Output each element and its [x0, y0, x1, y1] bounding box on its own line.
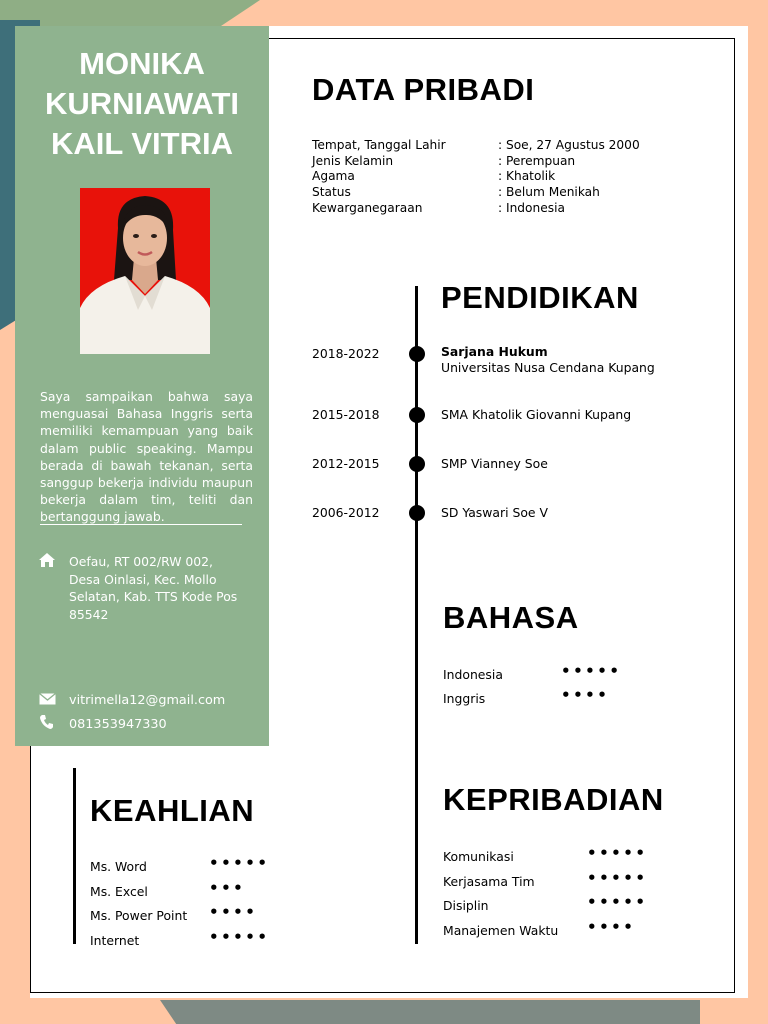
timeline-dot [409, 346, 425, 362]
skill-rating: ••••• [209, 854, 270, 872]
sidebar [15, 26, 269, 746]
skill-label: Internet [90, 933, 140, 948]
personal-value: : Soe, 27 Agustus 2000 [498, 138, 640, 152]
education-school: SD Yaswari Soe V [441, 505, 548, 520]
personality-label: Komunikasi [443, 849, 514, 864]
personal-row [312, 169, 555, 185]
personal-label: Kewarganegaraan [312, 201, 423, 215]
personality-label: Manajemen Waktu [443, 923, 559, 938]
education-years: 2012-2015 [312, 456, 380, 471]
phone-number: 081353947330 [69, 717, 167, 732]
email-address: vitrimella12@gmail.com [69, 693, 226, 708]
education-school: SMP Vianney Soe [441, 456, 548, 471]
personality-label: Disiplin [443, 898, 489, 913]
personal-label: Jenis Kelamin [312, 154, 394, 168]
profile-photo [80, 188, 210, 354]
home-icon [38, 552, 56, 568]
personal-row [312, 154, 575, 170]
education-school: Universitas Nusa Cendana Kupang [441, 360, 655, 375]
personality-rating: ••••• [587, 893, 648, 911]
personal-value: : Perempuan [498, 154, 576, 168]
skill-rating: •••• [209, 903, 258, 921]
personality-rating: •••• [587, 918, 636, 936]
education-entry [441, 344, 655, 376]
timeline-dot [409, 505, 425, 521]
skill-label: Ms. Word [90, 859, 147, 874]
address: Oefau, RT 002/RW 002, Desa Oinlasi, Kec. Mollo Selatan, Kab. TTS Kode Pos 85542 [69, 554, 238, 622]
phone-icon [39, 714, 55, 730]
name-line-3: KAIL VITRIA [51, 126, 233, 161]
language-rating: ••••• [561, 662, 622, 680]
timeline-line [415, 286, 418, 944]
kepribadian-heading: KEPRIBADIAN [443, 782, 664, 817]
name-line-1: MONIKA [79, 46, 205, 81]
education-years: 2006-2012 [312, 505, 380, 520]
personal-value: : Khatolik [498, 169, 556, 183]
personal-row [312, 185, 600, 201]
timeline-dot [409, 456, 425, 472]
personality-rating: ••••• [587, 844, 648, 862]
language-label: Indonesia [443, 667, 503, 682]
personal-value: : Belum Menikah [498, 185, 600, 199]
timeline-dot [409, 407, 425, 423]
skill-rating: ••••• [209, 928, 270, 946]
education-years: 2018-2022 [312, 346, 380, 361]
education-years: 2015-2018 [312, 407, 380, 422]
data-pribadi-heading: DATA PRIBADI [312, 72, 535, 107]
education-school: SMA Khatolik Giovanni Kupang [441, 407, 632, 422]
keahlian-heading: KEAHLIAN [90, 793, 255, 828]
summary-divider [40, 524, 242, 525]
personal-value: : Indonesia [498, 201, 565, 215]
skill-label: Ms. Excel [90, 884, 148, 899]
personality-label: Kerjasama Tim [443, 874, 535, 889]
personality-rating: ••••• [587, 869, 648, 887]
personal-row [312, 201, 565, 217]
pendidikan-heading: PENDIDIKAN [441, 280, 639, 315]
profile-summary: Saya sampaikan bahwa saya menguasai Bahasa Inggris serta memiliki kemampuan yang baik dalam public speaking. Mampu berada di bawah tekanan, serta sanggup bekerja individu maupun bekerja dalam tim, teliti dan bertanggung jawab. [40, 389, 253, 525]
decor-gray-band [160, 1000, 700, 1024]
skill-rating: ••• [209, 879, 246, 897]
personal-row [312, 138, 640, 154]
language-label: Inggris [443, 691, 486, 706]
keahlian-accent-line [73, 768, 76, 944]
personal-label: Tempat, Tanggal Lahir [312, 138, 446, 152]
personal-label: Status [312, 185, 351, 199]
language-rating: •••• [561, 686, 610, 704]
personal-label: Agama [312, 169, 355, 183]
mail-icon [39, 693, 56, 705]
skill-label: Ms. Power Point [90, 908, 188, 923]
education-degree: Sarjana Hukum [441, 344, 548, 359]
name-line-2: KURNIAWATI [44, 86, 240, 121]
full-name [15, 44, 269, 164]
bahasa-heading: BAHASA [443, 600, 579, 635]
